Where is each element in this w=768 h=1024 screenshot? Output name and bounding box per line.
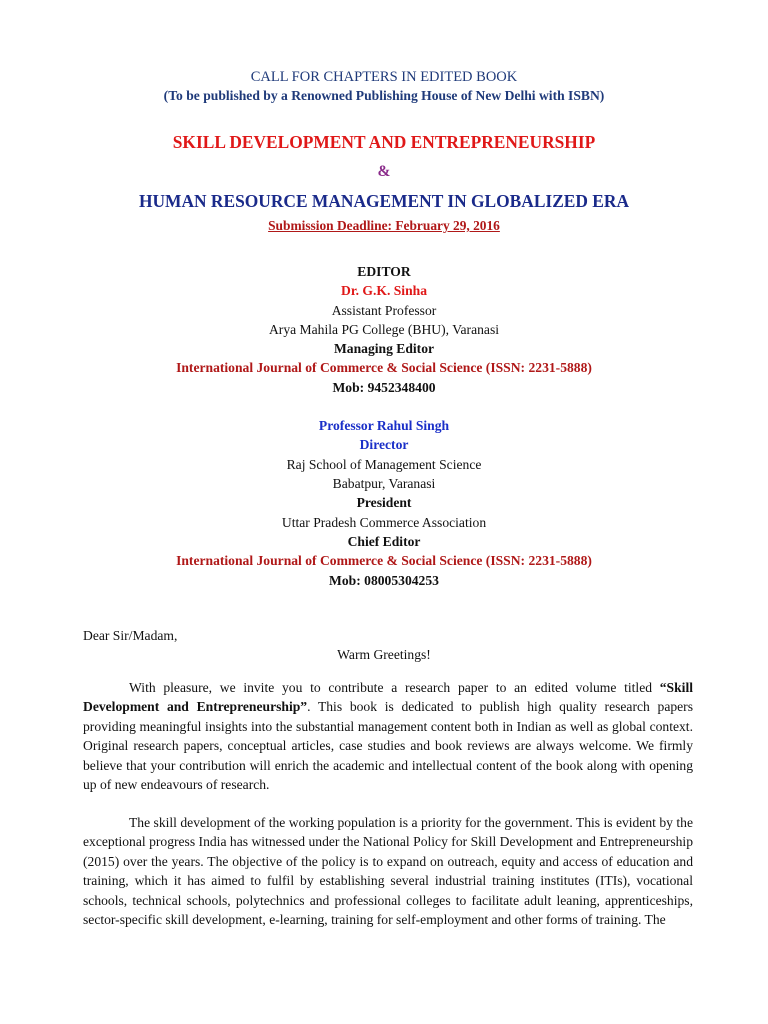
editor1-role: Managing Editor (333, 341, 435, 356)
editor2-location: Babatpur, Varanasi (332, 476, 436, 491)
editor1-position: Assistant Professor (331, 303, 437, 318)
editor1-name: Dr. G.K. Sinha (341, 283, 427, 298)
editor2-mobile: Mob: 08005304253 (329, 573, 439, 588)
paragraph-1 (83, 678, 693, 794)
greeting: Warm Greetings! (337, 647, 431, 662)
editor1-institution: Arya Mahila PG College (BHU), Varanasi (268, 322, 500, 337)
editor-heading: EDITOR (357, 264, 411, 279)
editor1-mobile: Mob: 9452348400 (332, 380, 436, 395)
editor2-association: Uttar Pradesh Commerce Association (281, 515, 487, 530)
book-title-1: SKILL DEVELOPMENT AND ENTREPRENEURSHIP (172, 132, 596, 152)
editor2-journal: International Journal of Commerce & Social Science (ISSN: 2231-5888) (176, 553, 592, 568)
editor2-role2: Chief Editor (347, 534, 421, 549)
paragraph-1-start: With pleasure, we invite you to contribute a research paper to an edited volume titled (129, 680, 660, 695)
paragraph-1-rest: . This book is dedicated to publish high quality research papers providing meaningful insights into the substantial management content both in Indian as well as global context. Original research papers, conceptual articles, case studies and book reviews are always welcome. We firmly believe that your contribution will enrich the academic and intellectual content of the book along with opening up of new endeavours of research. (83, 699, 693, 793)
paragraph-2: The skill development of the working population is a priority for the government. This is evident by the exceptional progress India has witnessed under the National Policy for Skill Development and Entrepreneurship (2015) over the years. The objective of the policy is to expand on outreach, equity and access of education and training, which it has aimed to fulfil by establishing several industrial training institutes (ITIs), vocational schools, technical schools, polytechnics and professional colleges to facilitate adult leaning, apprenticeships, sector-specific skill development, e-learning, training for self-employment and other forms of training. The (83, 815, 693, 928)
paragraph-1-book-title: “Skill Development and Entrepreneurship” (83, 680, 693, 715)
editor2-institution: Raj School of Management Science (286, 457, 482, 472)
editor2-position: Director (359, 437, 409, 452)
editor2-name: Professor Rahul Singh (318, 418, 450, 433)
submission-deadline: Submission Deadline: February 29, 2016 (268, 218, 500, 233)
publish-note: (To be published by a Renowned Publishing House of New Delhi with ISBN) (163, 88, 605, 103)
editor2-role: President (356, 495, 412, 510)
book-title-2: HUMAN RESOURCE MANAGEMENT IN GLOBALIZED ERA (138, 191, 630, 211)
title-ampersand: & (377, 163, 391, 180)
salutation: Dear Sir/Madam, (83, 628, 178, 643)
call-for-chapters: CALL FOR CHAPTERS IN EDITED BOOK (250, 69, 518, 85)
editor1-journal: International Journal of Commerce & Social Science (ISSN: 2231-5888) (176, 360, 592, 375)
